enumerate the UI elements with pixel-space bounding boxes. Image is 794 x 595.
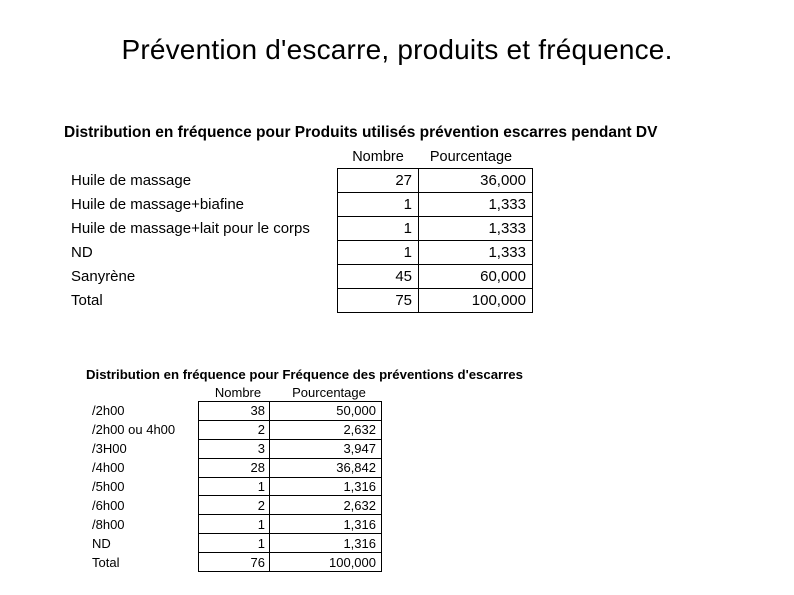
row-nombre: 2	[199, 420, 270, 439]
table-row	[86, 477, 382, 496]
row-label: /6h00	[92, 497, 125, 513]
row-nombre: 76	[199, 553, 270, 572]
table-row	[86, 496, 382, 515]
row-pourcentage: 50,000	[270, 402, 382, 421]
table-row	[64, 193, 533, 217]
row-nombre: 1	[338, 217, 419, 241]
row-pourcentage: 36,000	[419, 169, 533, 193]
row-pourcentage: 1,316	[270, 477, 382, 496]
table-row	[86, 458, 382, 477]
row-label: /8h00	[92, 516, 125, 532]
prevention-col-header-pourcentage: Pourcentage	[292, 385, 366, 400]
row-nombre: 1	[338, 193, 419, 217]
row-label: /2h00	[92, 403, 125, 419]
row-pourcentage: 100,000	[270, 553, 382, 572]
row-nombre: 45	[338, 265, 419, 289]
row-nombre: 28	[199, 458, 270, 477]
products-table-title: Distribution en fréquence pour Produits utilisés prévention escarres pendant DV	[64, 124, 658, 141]
table-row	[64, 265, 533, 289]
row-pourcentage: 36,842	[270, 458, 382, 477]
row-label: Huile de massage+lait pour le corps	[71, 220, 310, 237]
products-col-header-nombre: Nombre	[352, 149, 404, 165]
row-pourcentage: 60,000	[419, 265, 533, 289]
prevention-frequency-table-block	[86, 367, 686, 582]
products-frequency-table-block	[64, 124, 764, 324]
row-pourcentage: 2,632	[270, 420, 382, 439]
row-nombre: 1	[338, 241, 419, 265]
row-pourcentage: 3,947	[270, 439, 382, 458]
row-nombre: 27	[338, 169, 419, 193]
row-label: /3H00	[92, 441, 127, 457]
table-row	[86, 553, 382, 572]
table-row	[64, 169, 533, 193]
row-label: /4h00	[92, 460, 125, 476]
row-label: Huile de massage+biafine	[71, 196, 245, 213]
table-row	[86, 439, 382, 458]
table-row	[86, 534, 382, 553]
row-nombre: 2	[199, 496, 270, 515]
products-table	[64, 168, 533, 313]
table-row	[86, 420, 382, 439]
row-pourcentage: 100,000	[419, 289, 533, 313]
row-label: Total	[71, 292, 103, 309]
prevention-table-title: Distribution en fréquence pour Fréquence des préventions d'escarres	[86, 367, 523, 382]
row-pourcentage: 1,333	[419, 193, 533, 217]
row-nombre: 3	[199, 439, 270, 458]
row-nombre: 38	[199, 402, 270, 421]
row-pourcentage: 1,333	[419, 241, 533, 265]
row-pourcentage: 1,333	[419, 217, 533, 241]
row-label: /5h00	[92, 479, 125, 494]
prevention-table	[86, 401, 382, 572]
table-row	[86, 515, 382, 534]
products-col-header-pourcentage: Pourcentage	[429, 149, 513, 165]
slide-title: Prévention d'escarre, produits et fréquence.	[121, 34, 673, 65]
row-label: ND	[92, 535, 111, 551]
row-nombre: 1	[199, 515, 270, 534]
row-label: ND	[71, 244, 93, 261]
table-row	[64, 241, 533, 265]
table-row	[64, 289, 533, 313]
row-nombre: 75	[338, 289, 419, 313]
table-row	[86, 402, 382, 421]
row-nombre: 1	[199, 477, 270, 496]
row-nombre: 1	[199, 534, 270, 553]
row-label: Sanyrène	[71, 268, 136, 285]
row-label: Huile de massage	[71, 172, 192, 189]
table-row	[64, 217, 533, 241]
row-pourcentage: 1,316	[270, 515, 382, 534]
prevention-col-header-nombre: Nombre	[214, 385, 262, 400]
row-label: Total	[92, 554, 120, 570]
row-pourcentage: 1,316	[270, 534, 382, 553]
row-label: /2h00 ou 4h00	[92, 422, 176, 438]
row-pourcentage: 2,632	[270, 496, 382, 515]
